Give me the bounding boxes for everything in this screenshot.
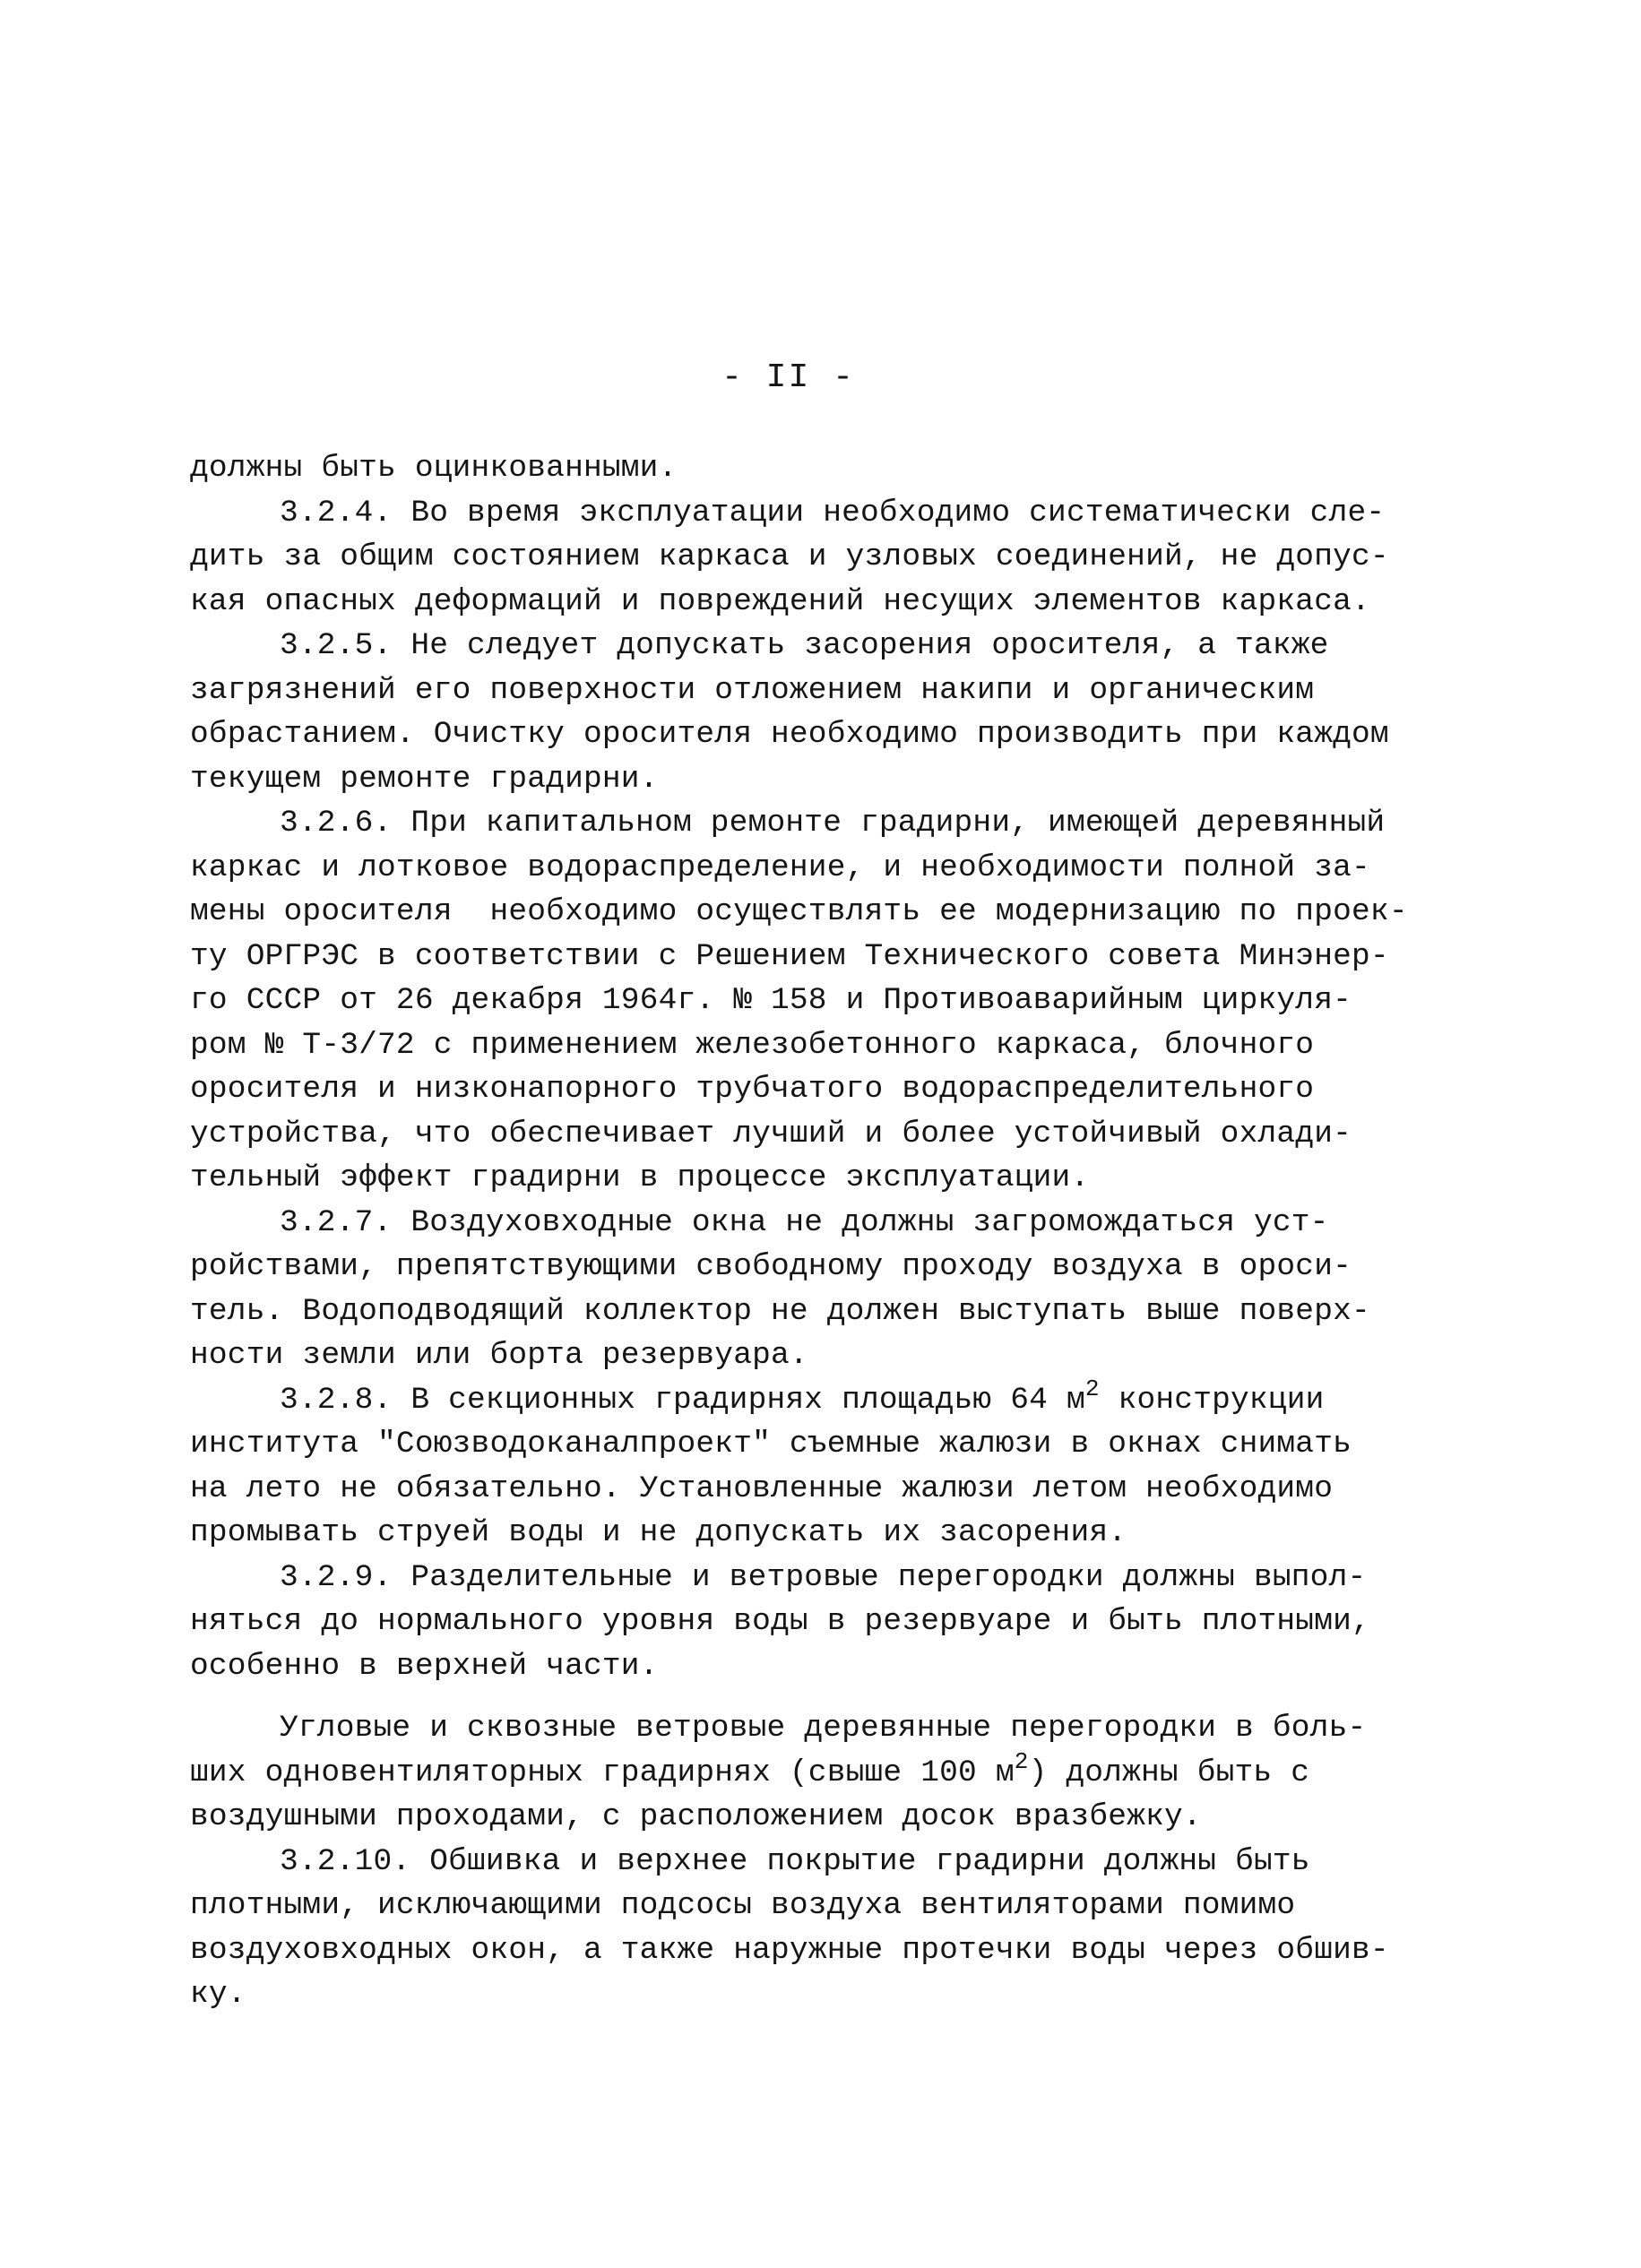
text-line: ности земли или борта резервуара. xyxy=(190,1338,808,1373)
paragraph-3-2-5-start: 3.2.5. Не следует допускать засорения оросителя, а также xyxy=(280,628,1329,663)
text-line: должны быть оцинкованными. xyxy=(190,451,678,486)
paragraph-gap xyxy=(190,1688,1391,1706)
text-line: няться до нормального уровня воды в резервуаре и быть плотными, xyxy=(190,1604,1370,1639)
paragraph-3-2-8-start xyxy=(190,1375,1391,1423)
paragraph-3-2-6-start: 3.2.6. При капитальном ремонте градирни, имеющей деревянный xyxy=(280,806,1386,841)
paragraph-3-2-7-start: 3.2.7. Воздуховходные окна не должны загромождаться уст- xyxy=(280,1204,1329,1240)
text-line: кая опасных деформаций и повреждений несущих элементов каркаса. xyxy=(190,583,1370,619)
paragraph-partitions-start: Угловые и сквозные ветровые деревянные перегородки в боль- xyxy=(280,1711,1367,1746)
text-line: воздуховходных окон, а также наружные протечки воды через обшив- xyxy=(190,1932,1389,1968)
text-line: го СССР от 26 декабря 1964г. № 158 и Противоаварийным циркуля- xyxy=(190,983,1352,1018)
text-line: института "Союзводоканалпроект" съемные жалюзи в окнах снимать xyxy=(190,1427,1352,1462)
text-line: обрастанием. Очистку оросителя необходимо производить при каждом xyxy=(190,717,1389,752)
superscript-2: 2 xyxy=(1084,1375,1100,1402)
page-number: - II - xyxy=(721,358,855,397)
paragraph-3-2-10-start: 3.2.10. Обшивка и верхнее покрытие градирни должны быть xyxy=(280,1843,1310,1879)
text-line: загрязнений его поверхности отложением накипи и органическим xyxy=(190,672,1315,708)
text-segment: ) должны быть с xyxy=(1028,1755,1310,1790)
text-line: ройствами, препятствующими свободному проходу воздуха в ороси- xyxy=(190,1249,1352,1284)
text-segment: ших одновентиляторных градирнях (свыше 100 м xyxy=(190,1755,1015,1790)
text-line: на лето не обязательно. Установленные жалюзи летом необходимо xyxy=(190,1470,1334,1506)
text-line xyxy=(190,1747,1391,1796)
text-segment: 3.2.8. В секционных градирнях площадью 64 м xyxy=(280,1382,1085,1418)
text-line: мены оросителя необходимо осуществлять ее модернизацию по проек- xyxy=(190,894,1408,929)
text-line: устройства, что обеспечивает лучший и более устойчивый охлади- xyxy=(190,1116,1352,1151)
text-line: ку. xyxy=(190,1977,246,2012)
text-line: ту ОРГРЭС в соответствии с Решением Технического совета Минэнер- xyxy=(190,938,1389,974)
text-line: оросителя и низконапорного трубчатого водораспределительного xyxy=(190,1072,1315,1107)
text-line: промывать струей воды и не допускать их засорения. xyxy=(190,1515,1127,1550)
text-line: плотными, исключающими подсосы воздуха вентиляторами помимо xyxy=(190,1888,1296,1923)
text-line: тельный эффект градирни в процессе эксплуатации. xyxy=(190,1160,1090,1195)
text-segment: конструкции xyxy=(1099,1382,1325,1418)
document-body xyxy=(190,446,1408,2017)
text-line: ром № Т-3/72 с применением железобетонного каркаса, блочного xyxy=(190,1027,1315,1063)
text-line: каркас и лотковое водораспределение, и необходимости полной за- xyxy=(190,849,1370,885)
paragraph-3-2-9-start: 3.2.9. Разделительные и ветровые перегородки должны выпол- xyxy=(280,1559,1367,1595)
text-line: дить за общим состоянием каркаса и узловых соединений, не допус- xyxy=(190,539,1389,574)
text-line: особенно в верхней части. xyxy=(190,1648,659,1684)
text-line: тель. Водоподводящий коллектор не должен выступать выше поверх- xyxy=(190,1293,1370,1329)
paragraph-3-2-4-start: 3.2.4. Во время эксплуатации необходимо систематически сле- xyxy=(280,495,1386,530)
text-line: текущем ремонте градирни. xyxy=(190,761,659,797)
text-line: воздушными проходами, с расположением досок вразбежку. xyxy=(190,1799,1202,1834)
superscript-2: 2 xyxy=(1014,1747,1029,1775)
